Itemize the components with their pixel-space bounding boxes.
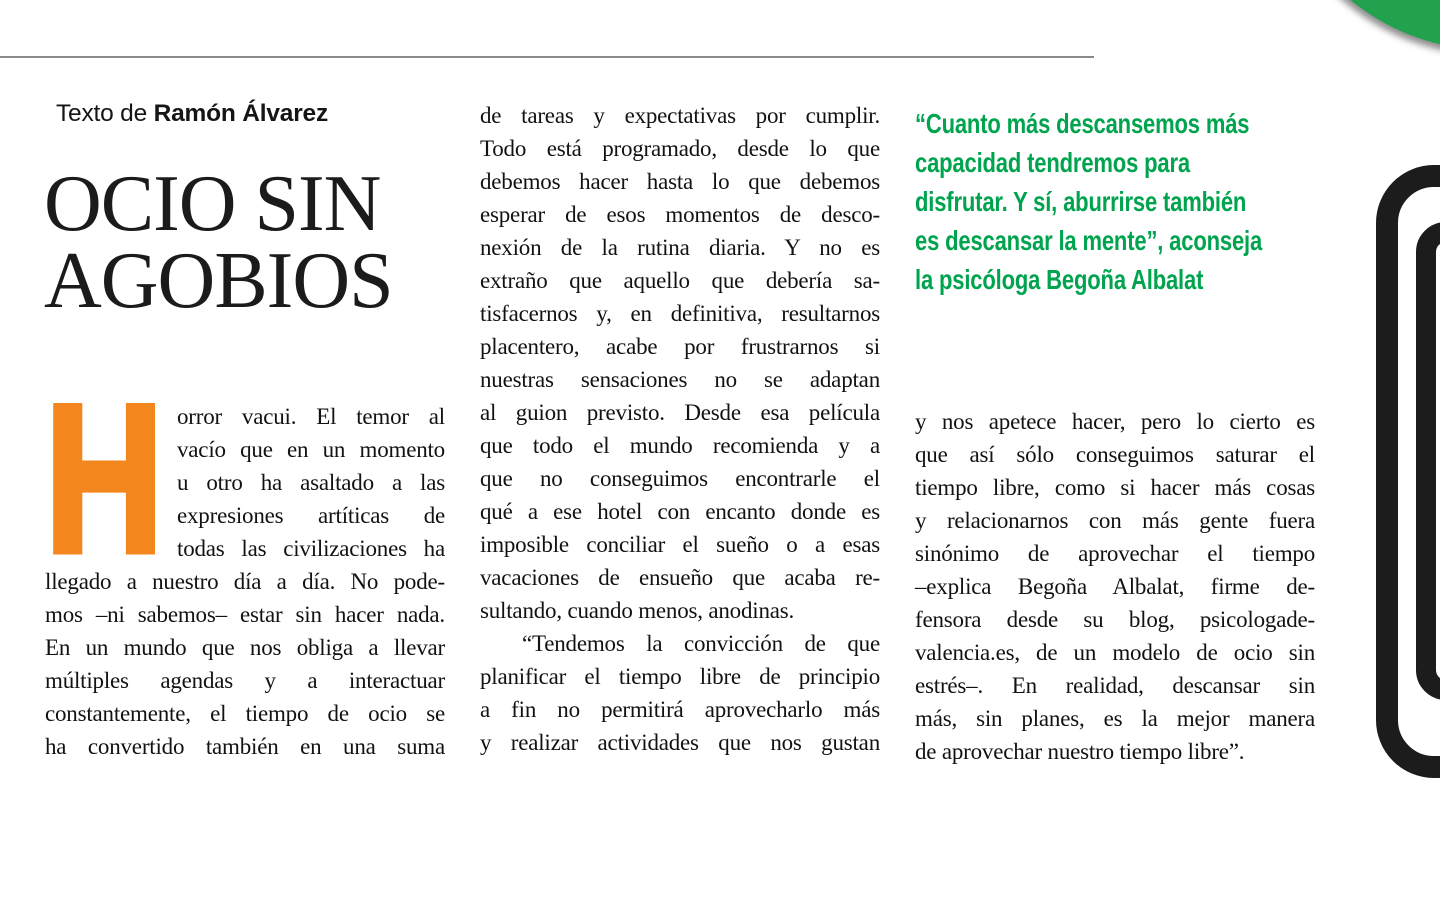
text-line: extraño que aquello que debería sa- [480, 268, 880, 293]
text-line: a fin no permitirá aprovecharlo más [480, 697, 880, 722]
text-line: –explica Begoña Albalat, firme de- [915, 574, 1315, 599]
drop-cap [45, 361, 177, 596]
byline-prefix: Texto de [56, 100, 154, 127]
green-corner-blob [1270, 0, 1440, 50]
text-line: debemos hacer hasta lo que debemos [480, 169, 880, 194]
text-line: que todo el mundo recomienda y a [480, 433, 880, 458]
text-line: estrés–. En realidad, descansar sin [915, 673, 1315, 698]
column-3-body [915, 405, 1315, 768]
text-line: imposible conciliar el sueño o a esas [480, 532, 880, 557]
text-line: qué a ese hotel con encanto donde es [480, 499, 880, 524]
byline [56, 100, 328, 128]
column-2 [480, 99, 880, 759]
text-line: sinónimo de aprovechar el tiempo [915, 541, 1315, 566]
column-1 [45, 361, 445, 763]
text-line: disfrutar. Y sí, aburrirse también [915, 186, 1247, 217]
text-line: mos –ni sabemos– estar sin hacer nada. [45, 602, 445, 627]
text-line: expresiones artíticas de [177, 503, 445, 528]
text-line: planificar el tiempo libre de principio [480, 664, 880, 689]
drop-cap-letter: H [45, 361, 164, 596]
text-line: Todo está programado, desde lo que [480, 136, 880, 161]
text-line: sultando, cuando menos, anodinas. [480, 598, 795, 623]
text-line: de tareas y expectativas por cumplir. [480, 103, 880, 128]
text-line: al guion previsto. Desde esa película [480, 400, 880, 425]
text-line: y nos apetece hacer, pero lo cierto es [915, 409, 1315, 434]
text-line: nuestras sensaciones no se adaptan [480, 367, 880, 392]
text-line: “Tendemos la convicción de que [522, 631, 880, 656]
text-line: nexión de la rutina diaria. Y no es [480, 235, 880, 260]
text-line: de aprovechar nuestro tiempo libre”. [915, 739, 1245, 764]
headline-line-1: OCIO SIN [44, 160, 381, 248]
text-line: ha convertido también en una suma [45, 734, 445, 759]
top-rule [0, 56, 1094, 58]
text-line: vacaciones de ensueño que acaba re- [480, 565, 880, 590]
text-line: En un mundo que nos obliga a llevar [45, 635, 445, 660]
byline-author: Ramón Álvarez [153, 100, 329, 127]
text-line: u otro ha asaltado a las [177, 470, 445, 495]
pull-quote [915, 104, 1315, 299]
text-line: más, sin planes, es la mejor manera [915, 706, 1315, 731]
text-line: y relacionarnos con más gente fuera [915, 508, 1315, 533]
headline-line-2: AGOBIOS [44, 237, 393, 325]
headline [44, 160, 393, 325]
text-line: esperar de esos momentos de desco- [480, 202, 880, 227]
text-line: múltiples agendas y a interactuar [45, 668, 445, 693]
text-line: la psicóloga Begoña Albalat [915, 264, 1204, 295]
text-line: constantemente, el tiempo de ocio se [45, 701, 445, 726]
text-line: tisfacernos y, en definitiva, resultarnos [480, 301, 880, 326]
text-line: llegado a nuestro día a día. No pode- [45, 569, 445, 594]
text-line: tiempo libre, como si hacer más cosas [915, 475, 1315, 500]
column-2-text [480, 99, 880, 759]
text-line: fensora desde su blog, psicologade- [915, 607, 1315, 632]
text-line: capacidad tendremos para [915, 147, 1190, 178]
text-line: placentero, acabe por frustrarnos si [480, 334, 880, 359]
text-line: todas las civilizaciones ha [177, 536, 445, 561]
text-line: es descansar la mente”, aconseja [915, 225, 1263, 256]
text-line: y realizar actividades que nos gustan [480, 730, 880, 755]
text-line: “Cuanto más descansemos más [915, 108, 1250, 139]
text-line: orror vacui. El temor al [177, 404, 445, 429]
frame-illustration-inner [1416, 222, 1440, 700]
text-line: vacío que en un momento [177, 437, 445, 462]
text-line: que no conseguimos encontrarle el [480, 466, 880, 491]
text-line: valencia.es, de un modelo de ocio sin [915, 640, 1315, 665]
text-line: que así sólo conseguimos saturar el [915, 442, 1315, 467]
